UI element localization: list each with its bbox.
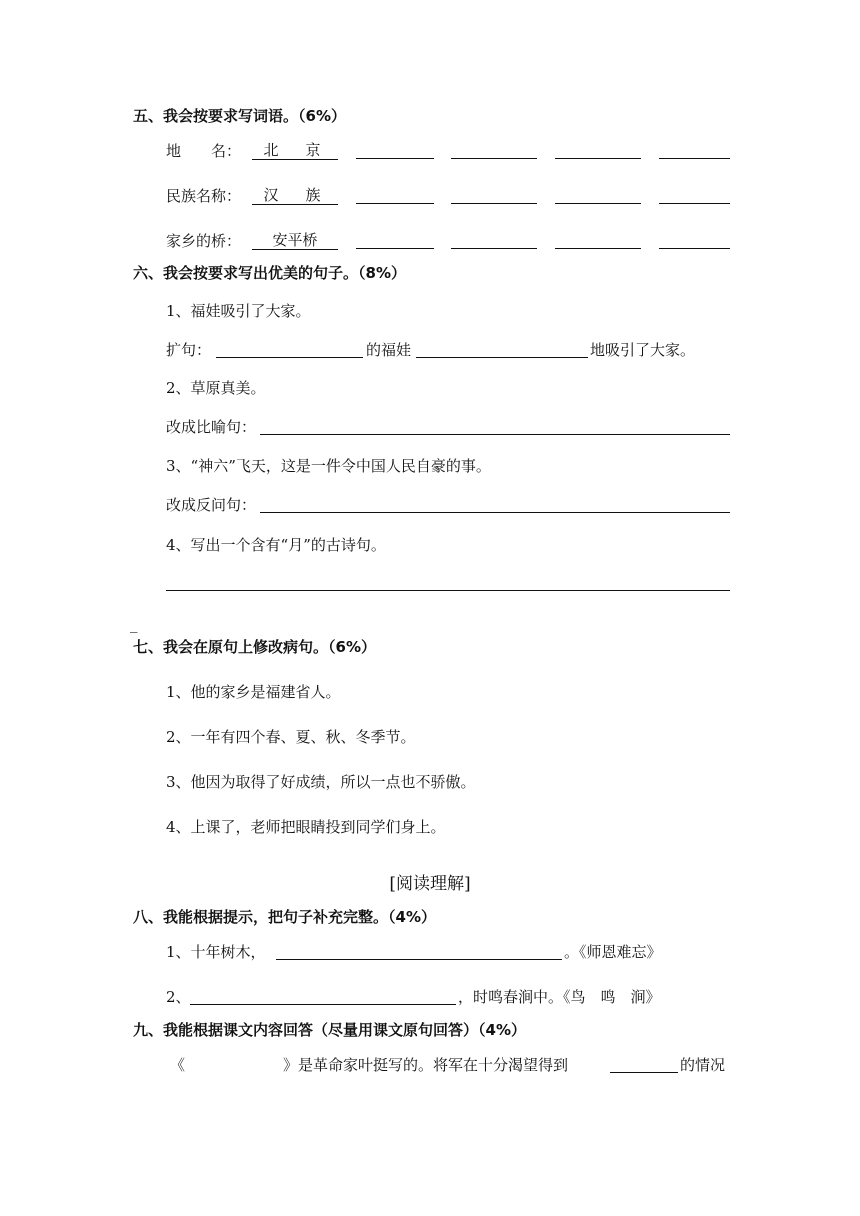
rhetorical-prefix: 改成反问句： (166, 496, 257, 514)
blank-line[interactable] (610, 1072, 678, 1073)
blank-line[interactable] (356, 158, 434, 159)
section-8-title: 八、我能根据提示，把句子补充完整。（4%） (133, 908, 436, 926)
blank-line[interactable] (276, 959, 562, 960)
blank-line[interactable] (451, 203, 537, 204)
blank-line[interactable] (659, 248, 730, 249)
section-5-title: 五、我会按要求写词语。（6%） (133, 107, 346, 125)
blank-line[interactable] (659, 203, 730, 204)
blank-line[interactable] (555, 203, 641, 204)
fill-8-2-prefix: 2、 (166, 988, 191, 1006)
list-item: 3、他因为取得了好成绩，所以一点也不骄傲。 (166, 773, 476, 791)
fill-8-1-prefix: 1、十年树木， (166, 943, 266, 961)
example-bridge: 安平桥 (252, 231, 338, 250)
blank-line[interactable] (190, 1004, 456, 1005)
expand-mid: 的福娃 (366, 341, 412, 359)
list-item: 4、上课了，老师把眼睛投到同学们身上。 (166, 818, 446, 836)
blank-line[interactable] (356, 248, 434, 249)
section-7-title: 七、我会在原句上修改病句。（6%） (133, 638, 376, 656)
expand-suffix: 地吸引了大家。 (590, 341, 696, 359)
blank-line[interactable] (356, 203, 434, 204)
list-item: 2、一年有四个春、夏、秋、冬季节。 (166, 728, 416, 746)
blank-line[interactable] (555, 248, 641, 249)
section-9-title: 九、我能根据课文内容回答（尽量用课文原句回答）（4%） (133, 1021, 526, 1039)
question-6-1: 1、福娃吸引了大家。 (166, 302, 311, 320)
blank-line[interactable] (659, 158, 730, 159)
metaphor-prefix: 改成比喻句： (166, 418, 257, 436)
book-title-open: 《 (170, 1056, 186, 1074)
row-label-ethnic: 民族名称： (166, 187, 242, 205)
question-6-4: 4、写出一个含有“月”的古诗句。 (166, 536, 386, 554)
stray-underscore: _ (130, 615, 138, 633)
blank-line[interactable] (260, 512, 730, 513)
example-place: 北 京 (252, 141, 338, 160)
fill-8-1-suffix: 。《师恩难忘》 (564, 943, 662, 961)
blank-line[interactable] (451, 248, 537, 249)
reading-section-title: [阅读理解] (389, 874, 471, 894)
list-item: 1、他的家乡是福建省人。 (166, 683, 341, 701)
fill-8-2-suffix: ，时鸣春涧中。《鸟 鸣 涧》 (458, 988, 661, 1006)
blank-line[interactable] (416, 357, 588, 358)
blank-line[interactable] (260, 434, 730, 435)
section-6-title: 六、我会按要求写出优美的句子。（8%） (133, 264, 406, 282)
blank-line[interactable] (216, 357, 363, 358)
row-label-place: 地 名： (166, 142, 242, 160)
blank-line[interactable] (555, 158, 641, 159)
example-ethnic: 汉 族 (252, 186, 338, 205)
expand-prefix: 扩句： (166, 341, 212, 359)
row-label-bridge: 家乡的桥： (166, 232, 242, 250)
question-6-2: 2、草原真美。 (166, 379, 266, 397)
passage-tail: 的情况 (680, 1056, 726, 1074)
passage-text: 》是革命家叶挺写的。将军在十分渴望得到 (283, 1056, 569, 1074)
question-6-3: 3、“神六”飞天，这是一件令中国人民自豪的事。 (166, 457, 491, 475)
blank-line[interactable] (166, 590, 730, 591)
blank-line[interactable] (451, 158, 537, 159)
